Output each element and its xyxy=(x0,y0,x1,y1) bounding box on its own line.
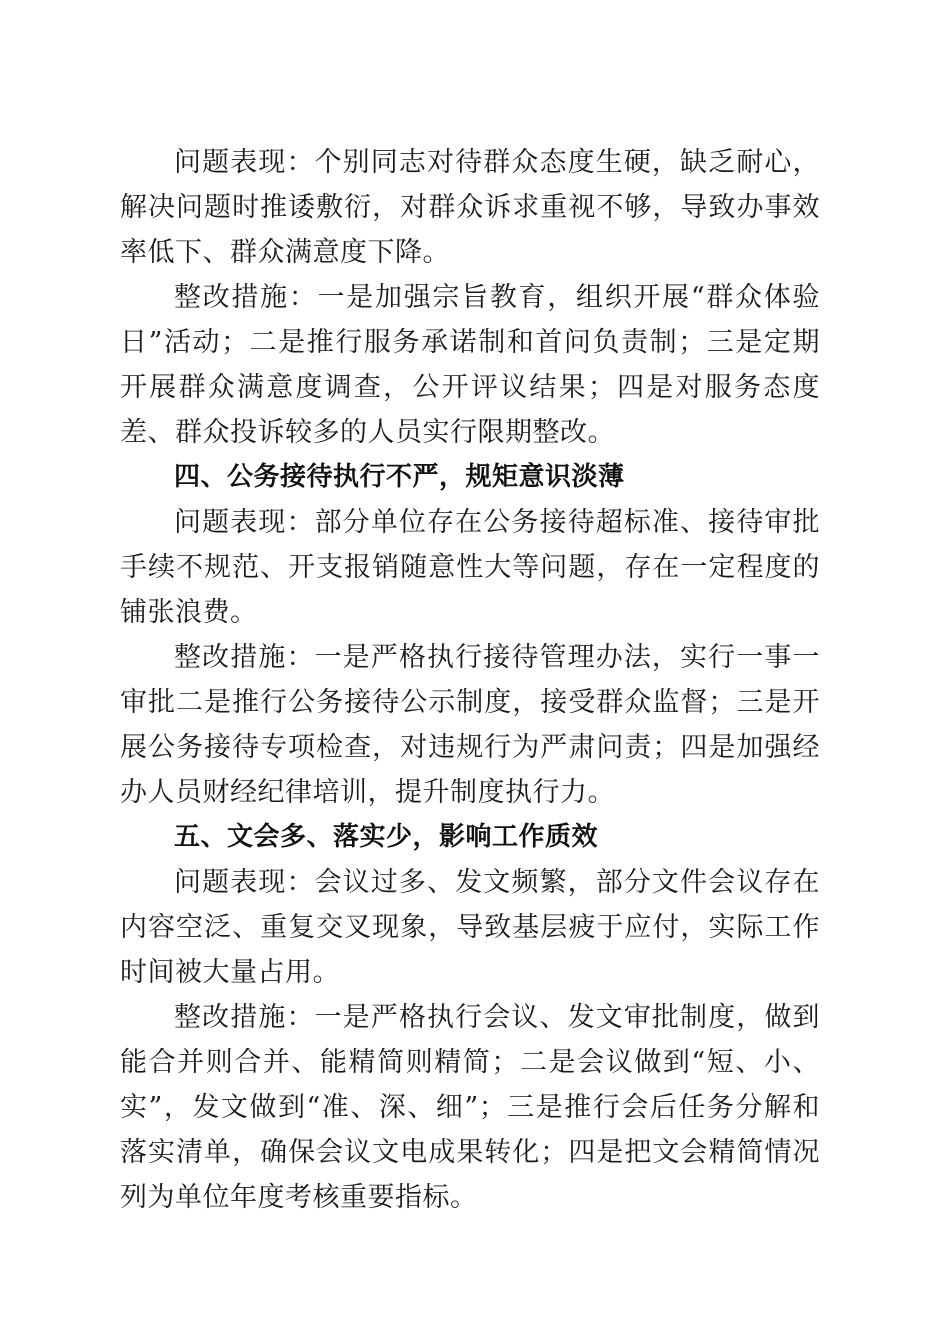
document-body xyxy=(120,140,820,1220)
section-heading-5: 五、文会多、落实少，影响工作质效 xyxy=(174,822,599,852)
measures-paragraph-3: 整改措施：一是加强宗旨教育，组织开展“群众体验日”活动；二是推行服务承诺制和首问负责制；三是定期开展群众满意度调查，公开评议结果；四是对服务态度差、群众投诉较多的人员实行限期整改。 xyxy=(120,282,820,448)
measures-paragraph-4: 整改措施：一是严格执行接待管理办法，实行一事一审批二是推行公务接待公示制度，接受群众监督；三是开展公务接待专项检查，对违规行为严肃问责；四是加强经办人员财经纪律培训，提升制度执行力。 xyxy=(120,642,820,808)
section-heading-4: 四、公务接待执行不严，规矩意识淡薄 xyxy=(174,462,625,492)
measures-paragraph-5: 整改措施：一是严格执行会议、发文审批制度，做到能合并则合并、能精简则精简；二是会议做到“短、小、实”，发文做到“准、深、细”；三是推行会后任务分解和落实清单，确保会议文电成果转化；四是把文会精简情况列为单位年度考核重要指标。 xyxy=(120,1002,820,1213)
problem-paragraph-5: 问题表现：会议过多、发文频繁，部分文件会议存在内容空泛、重复交叉现象，导致基层疲于应付，实际工作时间被大量占用。 xyxy=(120,867,820,988)
problem-paragraph-3: 问题表现：个别同志对待群众态度生硬，缺乏耐心，解决问题时推诿敷衍，对群众诉求重视不够，导致办事效率低下、群众满意度下降。 xyxy=(120,147,820,268)
problem-paragraph-4: 问题表现：部分单位存在公务接待超标准、接待审批手续不规范、开支报销随意性大等问题，存在一定程度的铺张浪费。 xyxy=(120,507,820,628)
